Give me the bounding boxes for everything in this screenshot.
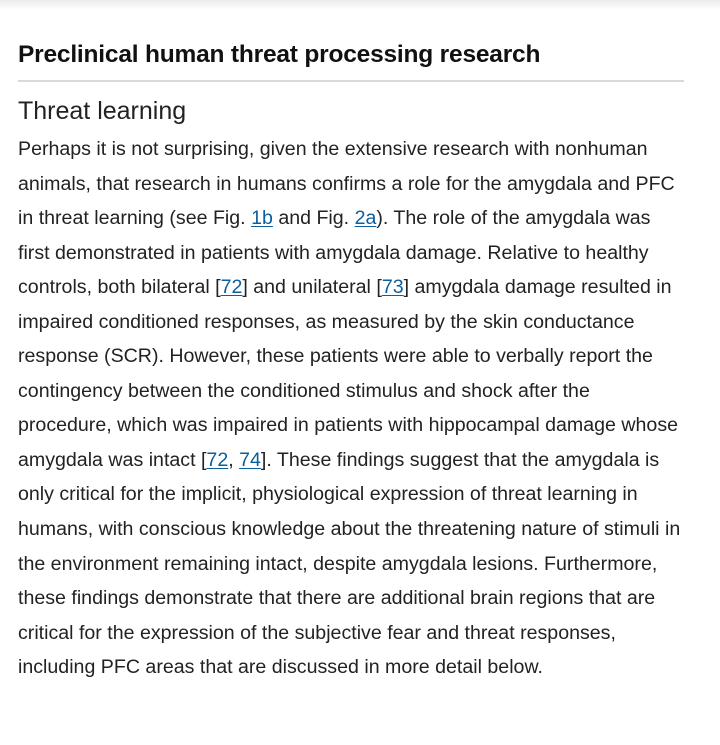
- paragraph-text: ] and unilateral [: [242, 276, 382, 299]
- reference-link-72[interactable]: 72: [220, 276, 243, 299]
- paragraph-text: ] amygdala damage resulted in impaired conditioned responses, as measured by the skin conductance response (SCR). However, these patients were able to verbally report the contingency between the conditioned stimulus and shock after the procedure, which was impaired in patients with hippocampal damage whose amygdala was intact [: [18, 276, 679, 471]
- paragraph-text: ]. These findings suggest that the amygdala is only critical for the implicit, physiological expression of threat learning in humans, with conscious knowledge about the threatening nature of stimuli in the environment remaining intact, despite amygdala lesions. Furthermore, these findings demonstrate that there are additional brain regions that are critical for the expression of the subjective fear and threat responses, including PFC areas that are discussed in more detail below.: [18, 448, 681, 679]
- figure-link-1b[interactable]: 1b: [251, 207, 273, 230]
- figure-link-2a[interactable]: 2a: [354, 207, 377, 230]
- paragraph-text: ,: [228, 448, 240, 471]
- reference-link-74[interactable]: 74: [239, 448, 261, 471]
- section-divider: [18, 80, 684, 82]
- reference-link-73[interactable]: 73: [381, 276, 404, 299]
- reference-link-72-second[interactable]: 72: [206, 448, 229, 471]
- section-title: Preclinical human threat processing research: [18, 41, 541, 68]
- paragraph-text: Perhaps it is not surprising, given the extensive research with nonhuman animals, that research in humans confirms a role for the amygdala and PFC in threat learning (see Fig.: [18, 138, 675, 230]
- subsection-title: Threat learning: [18, 97, 187, 125]
- top-shadow: [0, 0, 720, 10]
- paragraph-text: and Fig.: [272, 207, 355, 230]
- article: [18, 38, 684, 685]
- body-paragraph: [18, 132, 684, 685]
- paragraph-text: ). The role of the amygdala was first demonstrated in patients with amygdala damage. Relative to healthy controls, both bilateral [: [18, 207, 651, 299]
